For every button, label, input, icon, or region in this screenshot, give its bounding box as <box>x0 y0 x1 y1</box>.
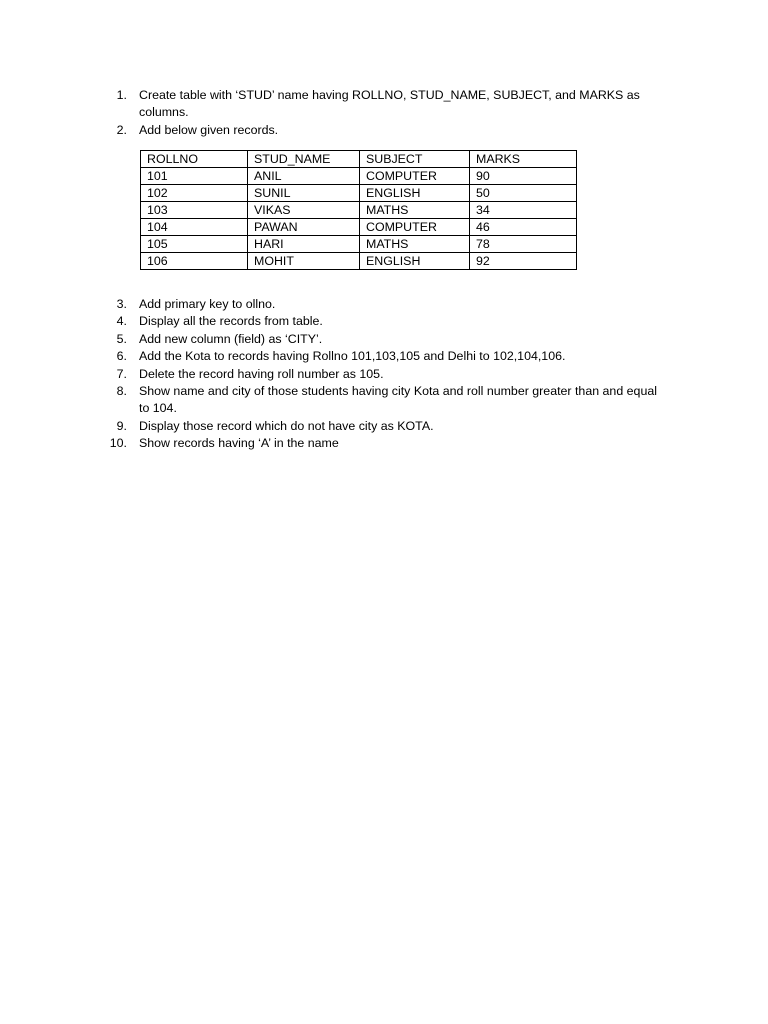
table-cell: 104 <box>141 219 248 236</box>
table-cell: 46 <box>470 219 577 236</box>
records-table <box>140 150 577 270</box>
table-cell: PAWAN <box>248 219 360 236</box>
table-cell: 34 <box>470 202 577 219</box>
list-item <box>0 348 768 365</box>
item-text: Add primary key to ollno. <box>139 297 276 311</box>
table-cell: ENGLISH <box>360 185 470 202</box>
table-cell: 103 <box>141 202 248 219</box>
table-cell: HARI <box>248 236 360 253</box>
table-cell: ANIL <box>248 168 360 185</box>
item-text: Delete the record having roll number as 105. <box>139 366 384 381</box>
table-cell: 105 <box>141 236 248 253</box>
item-number: 5. <box>116 331 127 346</box>
table-cell: SUNIL <box>248 185 360 202</box>
table-cell: 50 <box>470 185 577 202</box>
item-text: Add the Kota to records having Rollno 101,103,105 and Delhi to 102,104,106. <box>139 349 566 364</box>
table-cell: ENGLISH <box>360 253 470 270</box>
table-row <box>141 219 577 236</box>
table-cell: MOHIT <box>248 253 360 270</box>
list-item <box>0 383 768 418</box>
column-header: MARKS <box>470 151 577 168</box>
table-cell: MATHS <box>360 236 470 253</box>
item-number: 9. <box>116 418 127 433</box>
instruction-list-part1 <box>0 87 768 139</box>
table-cell: 90 <box>470 168 577 185</box>
item-text: Show name and city of those students having city Kota and roll number greater than and equal to 104. <box>139 384 657 416</box>
item-text: Add new column (field) as ‘CITY’. <box>139 331 323 346</box>
table-row <box>141 236 577 253</box>
item-text: Show records having ‘A’ in the name <box>139 436 339 451</box>
list-item <box>0 435 768 452</box>
item-text: Add below given records. <box>139 122 279 137</box>
item-number: 7. <box>116 366 127 381</box>
table-row <box>141 253 577 270</box>
table-cell: 101 <box>141 168 248 185</box>
item-number: 10. <box>109 436 127 451</box>
table-cell: 102 <box>141 185 248 202</box>
list-item <box>0 87 768 122</box>
item-number: 2. <box>116 122 127 137</box>
list-item <box>0 296 768 313</box>
item-number: 4. <box>116 314 127 329</box>
table-cell: COMPUTER <box>360 219 470 236</box>
column-header: ROLLNO <box>141 151 248 168</box>
table-row <box>141 202 577 219</box>
table-row <box>141 185 577 202</box>
item-text: Display all the records from table. <box>139 314 323 329</box>
list-item <box>0 313 768 330</box>
item-number: 6. <box>116 349 127 364</box>
table-cell: MATHS <box>360 202 470 219</box>
item-text: Create table with ‘STUD’ name having ROLLNO, STUD_NAME, SUBJECT, and MARKS as columns. <box>139 88 640 120</box>
item-number: 1. <box>116 88 127 102</box>
table-row <box>141 168 577 185</box>
list-item <box>0 122 768 139</box>
table-cell: 78 <box>470 236 577 253</box>
item-number: 8. <box>116 384 127 399</box>
table-cell: 106 <box>141 253 248 270</box>
item-text: Display those record which do not have city as KOTA. <box>139 418 434 433</box>
list-item <box>0 331 768 348</box>
table-cell: COMPUTER <box>360 168 470 185</box>
item-number: 3. <box>116 297 127 311</box>
list-item <box>0 418 768 435</box>
column-header: SUBJECT <box>360 151 470 168</box>
list-item <box>0 366 768 383</box>
column-header: STUD_NAME <box>248 151 360 168</box>
table-cell: VIKAS <box>248 202 360 219</box>
instruction-list-part2 <box>0 296 768 453</box>
table-header-row <box>141 151 577 168</box>
table-cell: 92 <box>470 253 577 270</box>
